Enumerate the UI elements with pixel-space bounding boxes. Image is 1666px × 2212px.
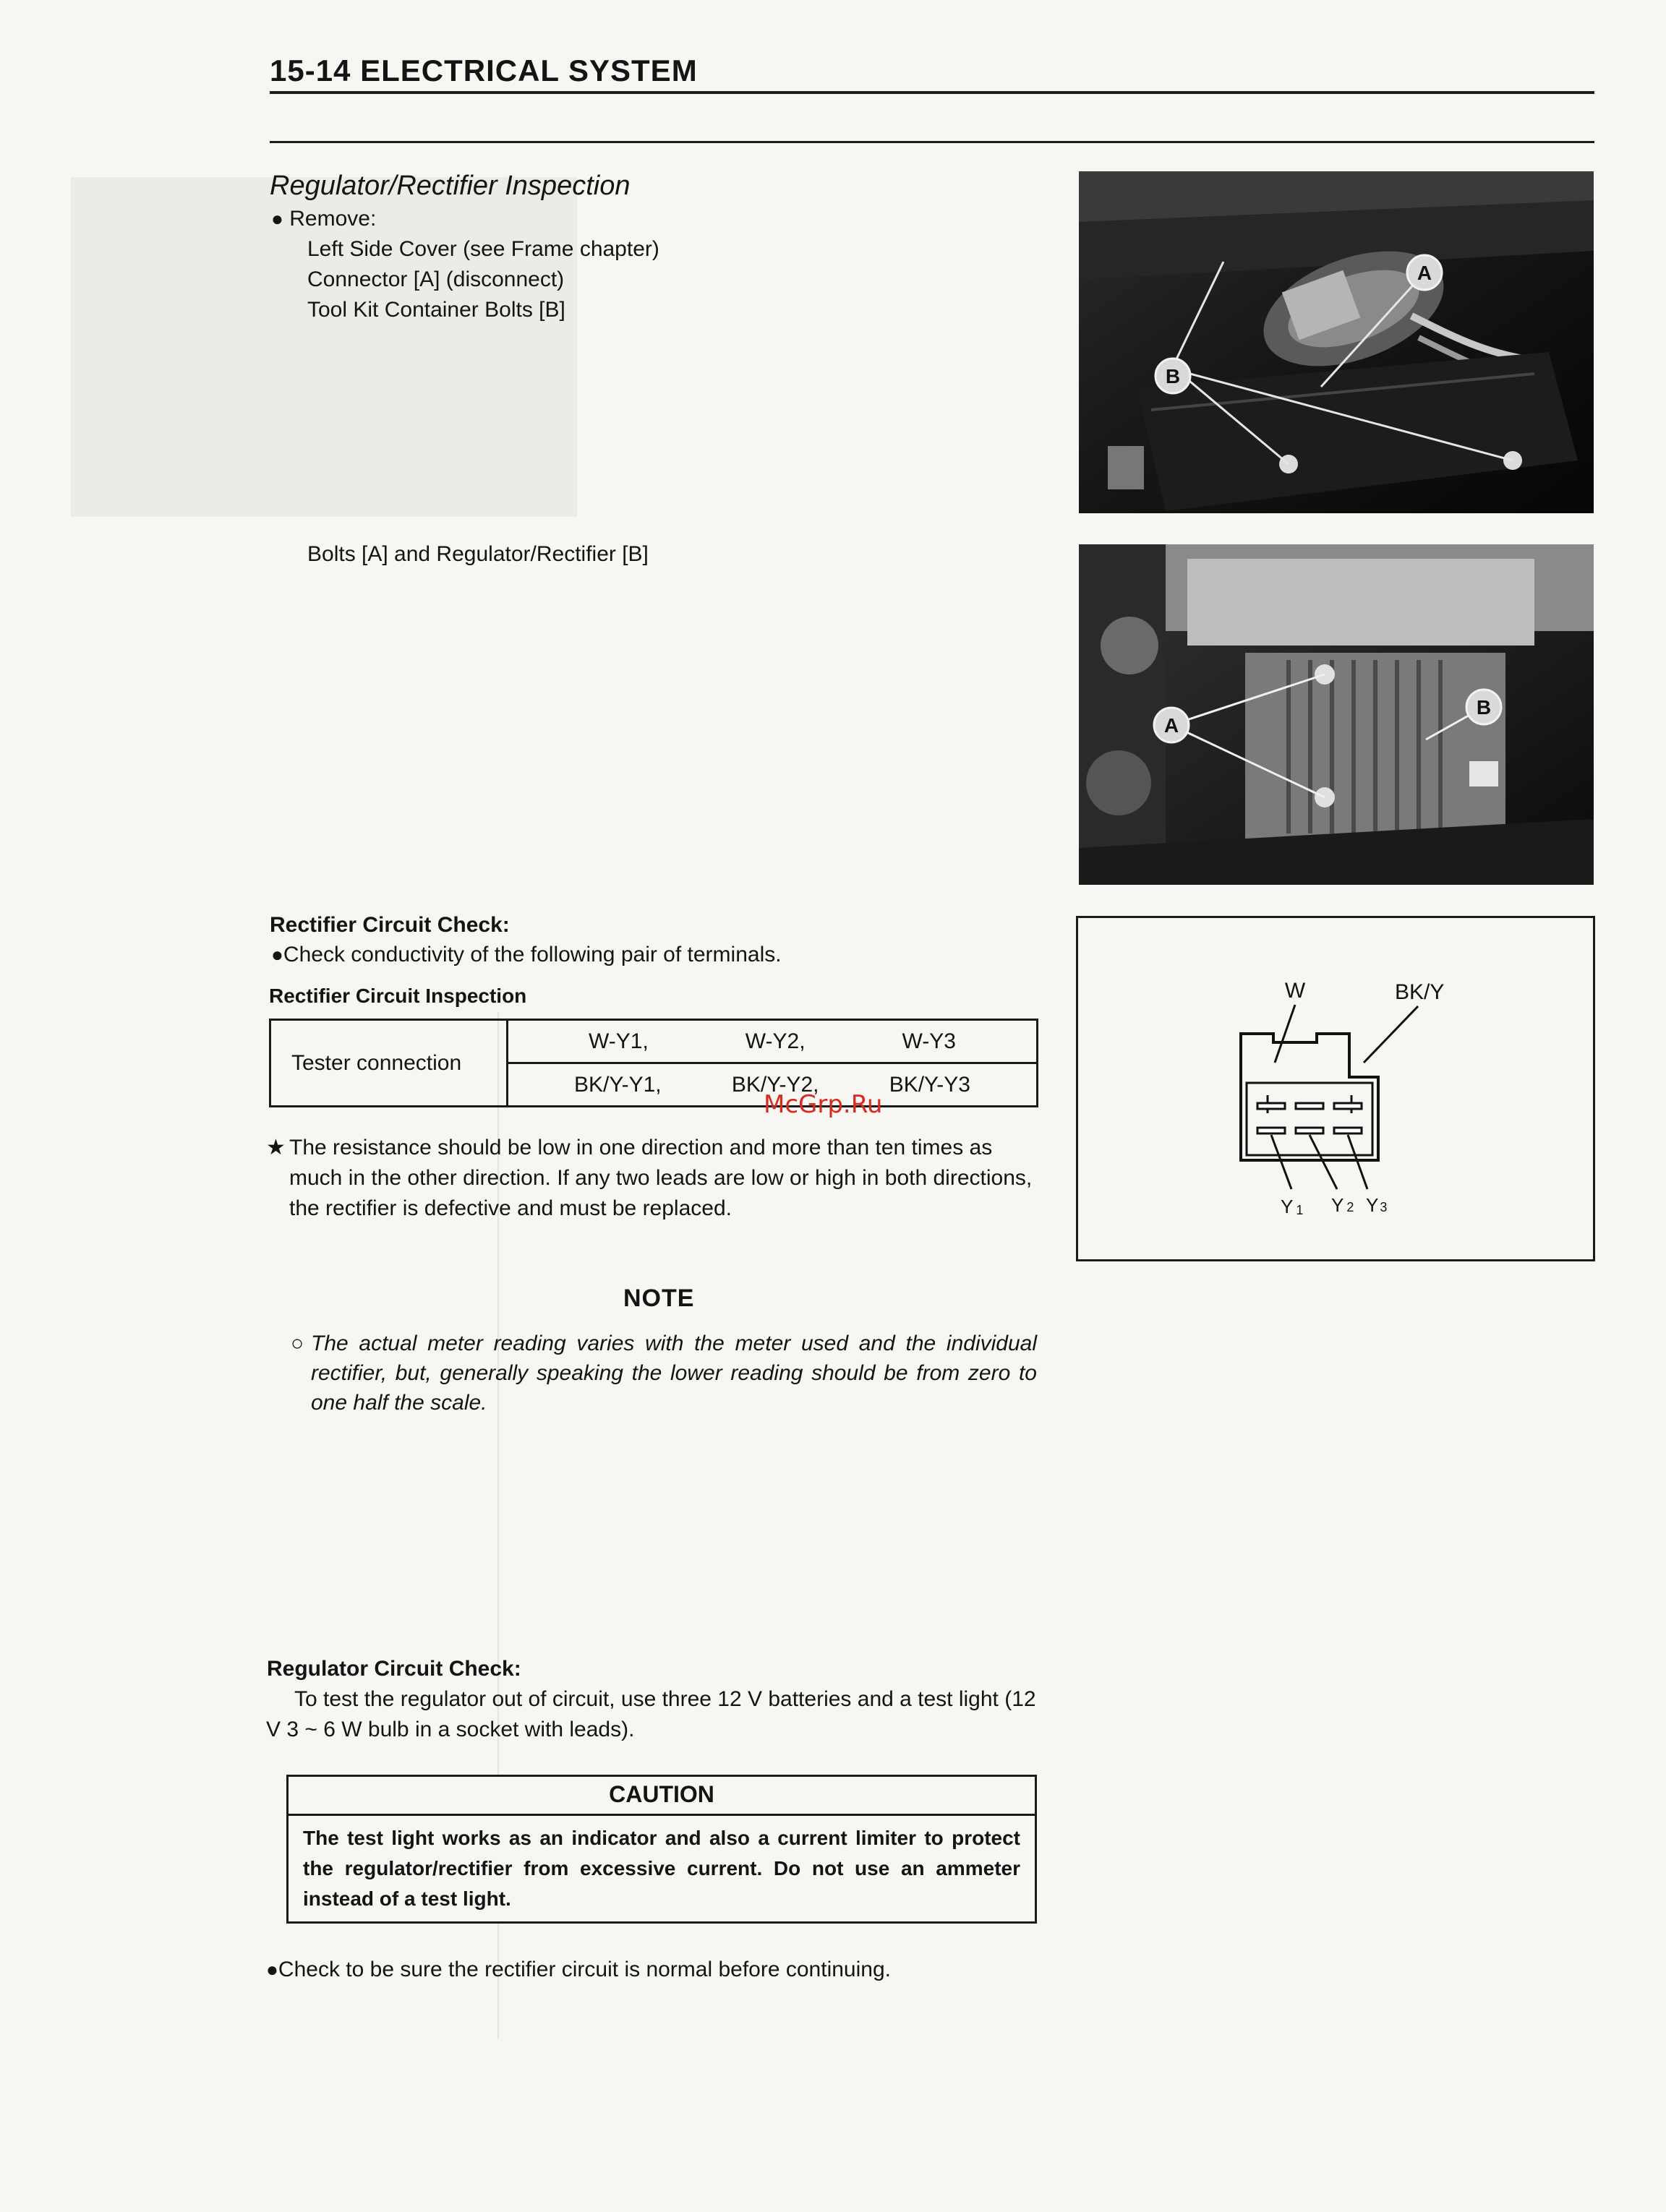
remove-label: Remove: [289, 207, 377, 231]
lead-label-bky: BK/Y [1395, 980, 1445, 1004]
circle-bullet-icon: ○ [291, 1332, 304, 1355]
header-rule-top [270, 91, 1594, 94]
bullet-icon: ● [271, 943, 283, 966]
remove-bullet [271, 204, 376, 234]
rectifier-inspection-table [269, 1019, 1038, 1107]
regulator-photo [1079, 544, 1594, 885]
remove-item: Tool Kit Container Bolts [B] [307, 298, 565, 322]
caution-title: CAUTION [289, 1777, 1035, 1816]
remove-item: Connector [A] (disconnect) [307, 267, 565, 291]
lead-label-y2: Y 2 [1331, 1194, 1354, 1216]
remove-item: Left Side Cover (see Frame chapter) [307, 237, 659, 261]
pair-w-y3: W-Y3 [902, 1029, 956, 1053]
regulator-check-text [266, 1684, 1040, 1745]
callout-a-label: A [1163, 714, 1179, 737]
bullet-icon: ● [266, 1958, 278, 1981]
regulator-check-body: To test the regulator out of circuit, use three 12 V batteries and a test light (12 V 3 ~ 6 W bulb in a socket with leads). [266, 1687, 1036, 1741]
callout-b-label: B [1476, 696, 1492, 719]
resistance-note [266, 1133, 1040, 1224]
lead-label-y3: Y 3 [1366, 1194, 1388, 1216]
section-title: Regulator/Rectifier Inspection [270, 171, 631, 201]
note-block [291, 1329, 1037, 1418]
final-check-text: Check to be sure the rectifier circuit is normal before continuing. [278, 1958, 891, 1981]
table-row [270, 1020, 1038, 1063]
remove-list [307, 234, 659, 325]
bullet-icon: ● [271, 207, 283, 230]
connector-housing [1241, 1034, 1378, 1160]
caution-box [286, 1775, 1037, 1924]
connector-diagram-art [1078, 918, 1593, 1259]
connector-photo-art [1079, 171, 1594, 513]
rectifier-check-heading: Rectifier Circuit Check: [270, 913, 510, 937]
note-title: NOTE [623, 1285, 695, 1312]
regulator-check-heading: Regulator Circuit Check: [267, 1657, 521, 1681]
photo2-caption: Bolts [A] and Regulator/Rectifier [B] [307, 542, 649, 566]
watermark: McGrp.Ru [764, 1090, 883, 1119]
final-check [266, 1955, 891, 1985]
note-text: The actual meter reading varies with the meter used and the individual rectifier, but, generally speaking the lower reading should be from zero to one half the scale. [311, 1332, 1037, 1415]
row-label-cell [270, 1020, 508, 1107]
row-label: Tester connection [291, 1050, 462, 1075]
page-header-title: 15-14 ELECTRICAL SYSTEM [270, 53, 698, 87]
pair-bky-y2: BK/Y-Y2, [731, 1072, 819, 1097]
table-cell [508, 1020, 1038, 1063]
header-rule-bottom [270, 141, 1594, 143]
rectifier-check-instruction [271, 940, 782, 970]
pair-w-y2: W-Y2, [745, 1029, 806, 1053]
caution-text: The test light works as an indicator and also a current limiter to protect the regulator/rectifier from excessive current. Do not use an ammeter instead of a test light. [303, 1827, 1020, 1910]
callout-a-label: A [1417, 262, 1432, 284]
pair-bky-y1: BK/Y-Y1, [574, 1072, 662, 1097]
regulator-photo-art [1079, 544, 1594, 885]
instruction-text: Check conductivity of the following pair of terminals. [283, 943, 782, 966]
inspection-table-title: Rectifier Circuit Inspection [269, 985, 527, 1007]
pair-bky-y3: BK/Y-Y3 [889, 1072, 970, 1097]
connector-photo [1079, 171, 1594, 513]
connector-diagram [1076, 916, 1595, 1261]
lead-label-y1: Y 1 [1281, 1196, 1304, 1217]
callout-b-label: B [1165, 365, 1181, 387]
resistance-note-text: The resistance should be low in one direction and more than ten times as much in the other direction. If any two leads are low or high in both directions, the rectifier is defective and must be replaced. [289, 1136, 1033, 1220]
lead-label-w: W [1284, 979, 1306, 1003]
star-icon: ★ [266, 1136, 286, 1159]
pair-w-y1: W-Y1, [589, 1029, 649, 1053]
